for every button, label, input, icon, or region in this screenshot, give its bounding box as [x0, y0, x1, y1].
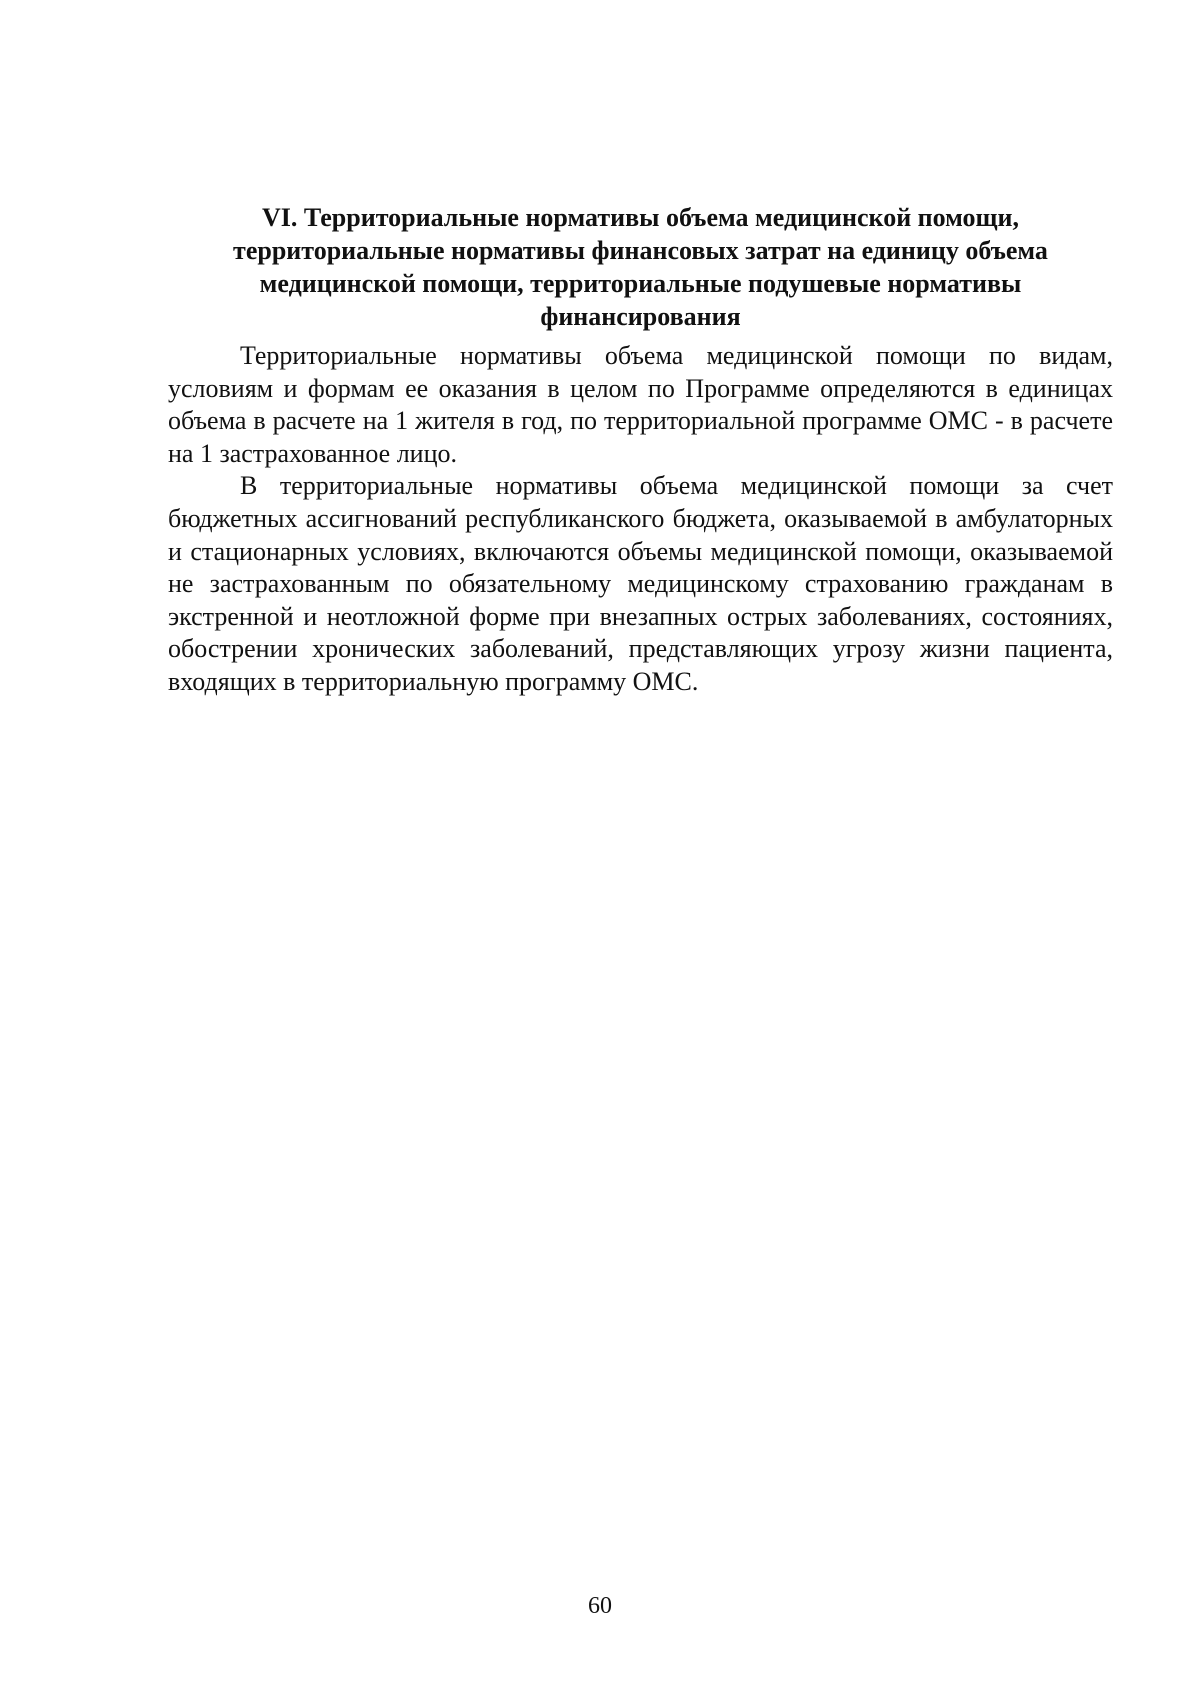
section-heading — [168, 201, 1113, 333]
page-number: 60 — [588, 1593, 612, 1619]
paragraph-budget-volumes: В территориальные нормативы объема медицинской помощи за счет бюджетных ассигнований республиканского бюджета, оказываемой в амбулаторных и стационарных условиях, включаются объемы медицинской помощи, оказываемой не застрахованным по обязательному медицинскому страхованию гражданам в экстренной и неотложной форме при внезапных острых заболеваниях, состояниях, обострении хронических заболеваний, представляющих угрозу жизни пациента, входящих в территориальную программу ОМС. — [168, 471, 1113, 696]
section-heading-line: медицинской помощи, территориальные подушевые нормативы — [259, 269, 1022, 298]
paragraph-norms-definition: Территориальные нормативы объема медицинской помощи по видам, условиям и формам ее оказания в целом по Программе определяются в единицах объема в расчете на 1 жителя в год, по территориальной программе ОМС - в расчете на 1 застрахованное лицо. — [168, 341, 1113, 468]
section-heading-line: VI. Территориальные нормативы объема медицинской помощи, — [262, 203, 1019, 232]
section-heading-line: финансирования — [540, 302, 741, 331]
body-text — [168, 340, 1113, 699]
section-heading-line: территориальные нормативы финансовых затрат на единицу объема — [233, 236, 1048, 265]
